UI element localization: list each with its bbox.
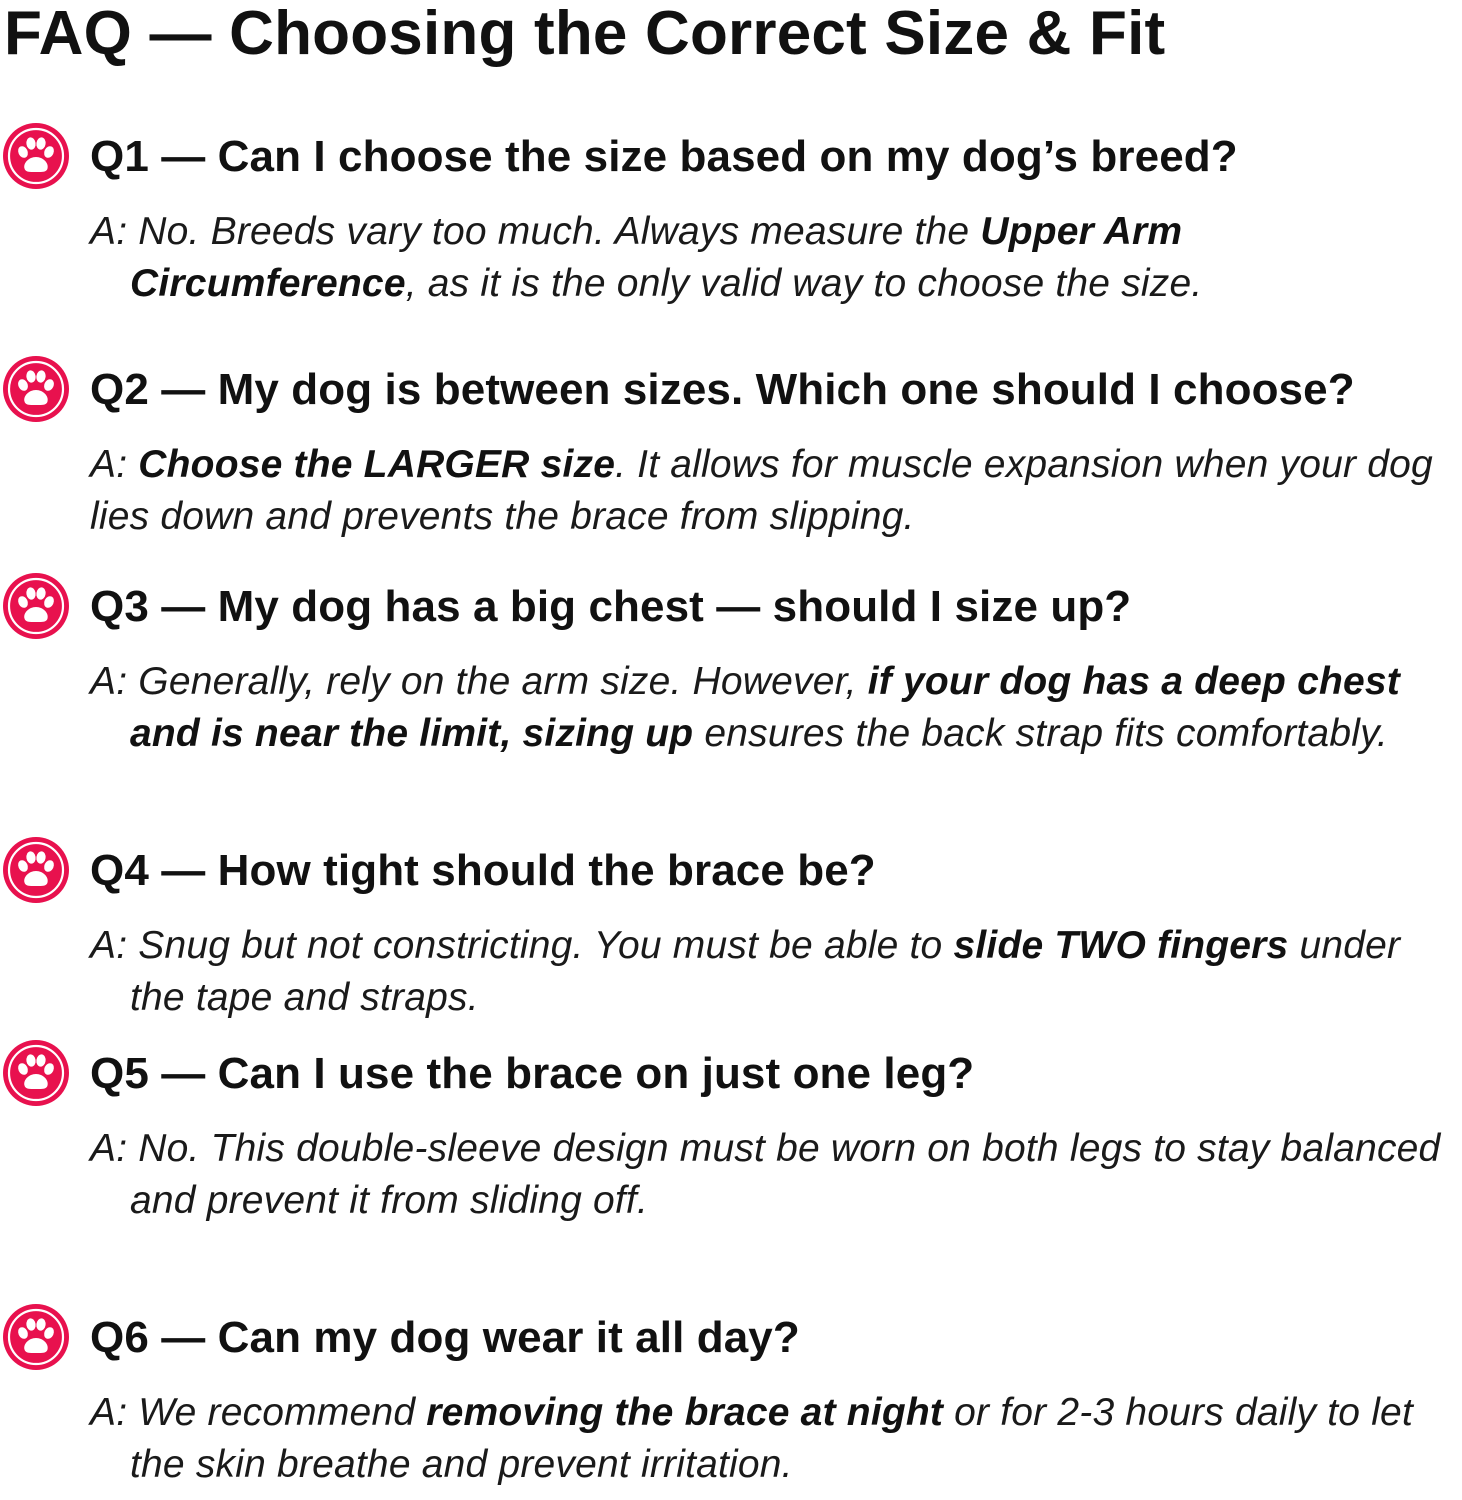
answer-text: A: Choose the LARGER size. It allows for muscle expansion when your dog lies down and prevents the brace from slipping. [90, 443, 1433, 538]
paw-print-icon [2, 1039, 70, 1107]
answer-text: A: Snug but not constricting. You must be able to slide TWO fingers under the tape and straps. [90, 924, 1401, 1019]
question-row [0, 122, 1462, 192]
paw-print-icon [2, 836, 70, 904]
question-row [0, 355, 1462, 425]
question-text: Q6 — Can my dog wear it all day? [90, 1313, 800, 1362]
paw-print-icon [2, 122, 70, 190]
paw-print-icon [2, 355, 70, 423]
question-text: Q4 — How tight should the brace be? [90, 846, 876, 895]
paw-print-icon [2, 1303, 70, 1371]
page-title: FAQ — Choosing the Correct Size & Fit [4, 0, 1166, 68]
answer-text: A: Generally, rely on the arm size. However, if your dog has a deep chest and is near the limit, sizing up ensures the back strap fits comfortably. [90, 660, 1400, 755]
faq-item-1 [0, 122, 1462, 310]
answer-text: A: No. This double-sleeve design must be worn on both legs to stay balanced and prevent it from sliding off. [90, 1127, 1441, 1222]
question-row [0, 1039, 1462, 1109]
faq-item-6 [0, 1303, 1462, 1491]
faq-item-3 [0, 572, 1462, 760]
answer-emphasis: Upper Arm Circumference [130, 210, 1183, 305]
paw-print-icon [2, 572, 70, 640]
question-text: Q1 — Can I choose the size based on my dog’s breed? [90, 132, 1238, 181]
answer-emphasis: if your dog has a deep chest and is near the limit, sizing up [130, 660, 1400, 755]
answer-text: A: We recommend removing the brace at night or for 2-3 hours daily to let the skin breathe and prevent irritation. [90, 1391, 1413, 1486]
answer-emphasis: Choose the LARGER size [138, 443, 616, 486]
faq-item-2 [0, 355, 1462, 543]
answer-text: A: No. Breeds vary too much. Always measure the Upper Arm Circumference, as it is the only valid way to choose the size. [90, 210, 1203, 305]
faq-item-4 [0, 836, 1462, 1024]
question-text: Q3 — My dog has a big chest — should I size up? [90, 582, 1132, 631]
question-row [0, 836, 1462, 906]
question-row [0, 572, 1462, 642]
question-text: Q5 — Can I use the brace on just one leg? [90, 1049, 975, 1098]
faq-item-5 [0, 1039, 1462, 1227]
answer-emphasis: slide TWO fingers [953, 924, 1289, 967]
question-text: Q2 — My dog is between sizes. Which one should I choose? [90, 365, 1355, 414]
answer-emphasis: removing the brace at night [426, 1391, 944, 1434]
question-row [0, 1303, 1462, 1373]
